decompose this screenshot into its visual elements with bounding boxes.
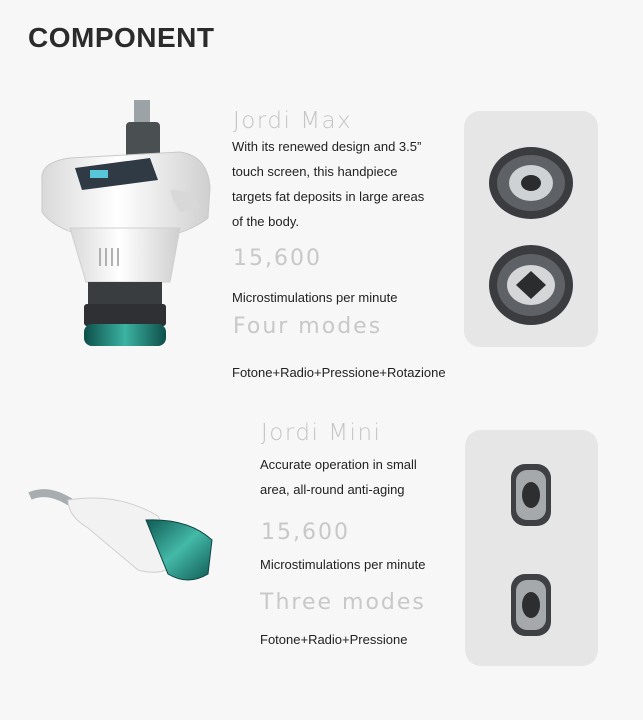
max-head-image <box>486 241 576 329</box>
modes-list: Fotone+Radio+Pressione <box>260 632 408 647</box>
product-name: Jordi Max <box>233 108 353 134</box>
stat-label: Microstimulations per minute <box>232 290 398 305</box>
product-description: Accurate operation in small area, all-round anti-aging <box>260 457 417 497</box>
stat-value: 15,600 <box>261 520 350 545</box>
mini-head-image <box>501 570 561 640</box>
modes-title: Four modes <box>233 314 383 339</box>
jordi-mini-handpiece-image <box>28 478 216 588</box>
jordi-mini-heads-panel <box>465 430 598 666</box>
stat-label: Microstimulations per minute <box>260 557 426 572</box>
product-name: Jordi Mini <box>261 420 382 446</box>
stat-value: 15,600 <box>233 246 322 271</box>
modes-title: Three modes <box>260 590 426 615</box>
mini-head-image <box>501 460 561 530</box>
page-title: COMPONENT <box>28 22 215 53</box>
max-head-image <box>486 143 576 223</box>
product-description: With its renewed design and 3.5” touch screen, this handpiece targets fat deposits in large areas of the body. <box>232 139 425 229</box>
jordi-max-handpiece-image <box>30 100 220 355</box>
jordi-max-heads-panel <box>464 111 598 347</box>
modes-list: Fotone+Radio+Pressione+Rotazione <box>232 365 446 380</box>
